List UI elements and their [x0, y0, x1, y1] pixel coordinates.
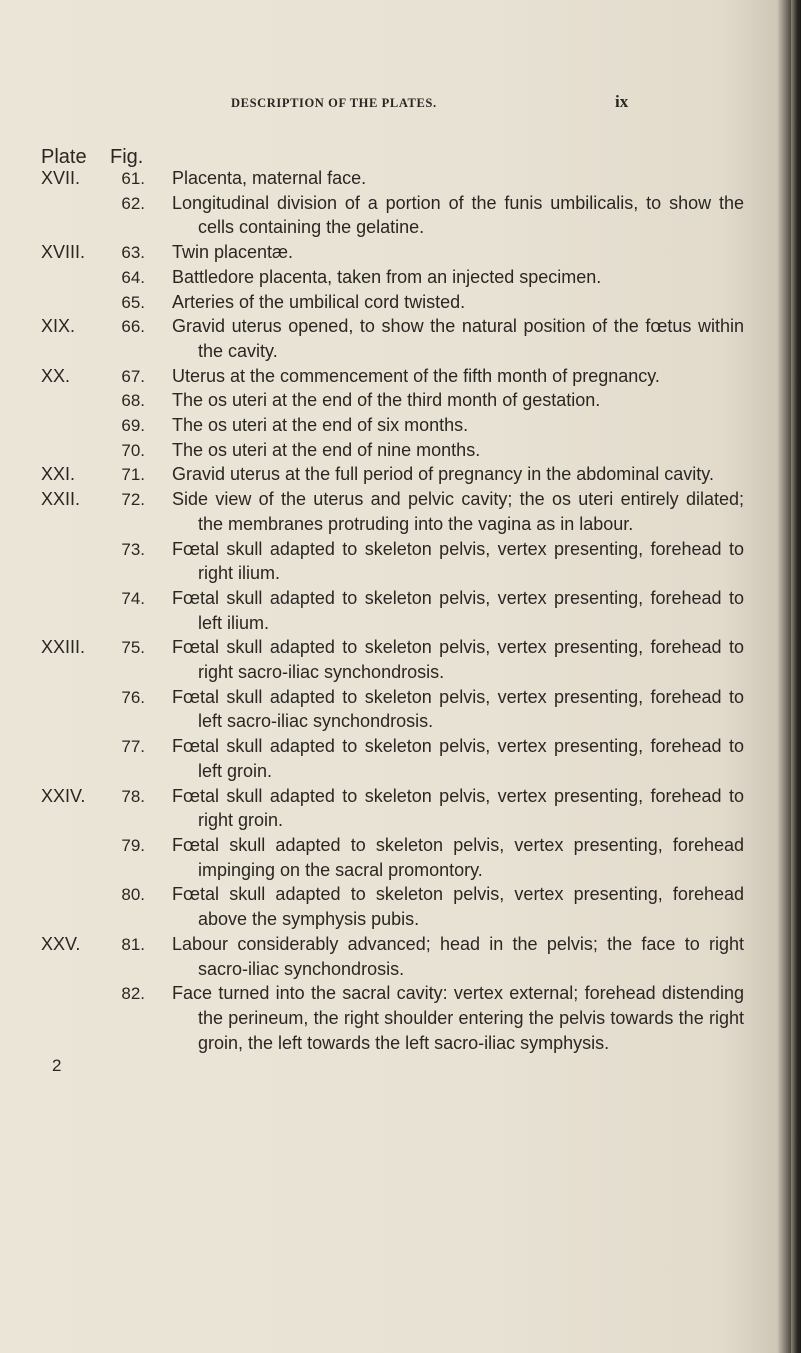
- list-item: [0, 833, 801, 882]
- list-item: [0, 932, 801, 981]
- running-head-title: DESCRIPTION OF THE PLATES.: [231, 96, 437, 110]
- figure-description: Fœtal skull adapted to skeleton pelvis, vertex presenting, forehead to left sacro-iliac synchondrosis.: [172, 686, 744, 732]
- plate-number: XXIV.: [41, 785, 86, 806]
- figure-number: 81.: [121, 934, 145, 954]
- list-item: [0, 685, 801, 734]
- figure-description: The os uteri at the end of six months.: [172, 415, 469, 436]
- figure-description: Gravid uterus opened, to show the natural position of the fœtus within the cavity.: [172, 316, 744, 361]
- plate-number: XXIII.: [41, 637, 86, 658]
- plate-number: XX.: [41, 365, 71, 386]
- list-item: [0, 635, 801, 684]
- plate-number: XVIII.: [41, 242, 86, 263]
- figure-number: 80.: [121, 885, 145, 905]
- list-item: [0, 364, 801, 389]
- list-item: [0, 388, 801, 413]
- figure-description: Uterus at the commencement of the fifth month of pregnancy.: [172, 365, 660, 386]
- plates-list: [0, 166, 801, 1055]
- figure-number: 64.: [121, 267, 145, 287]
- figure-description: Arteries of the umbilical cord twisted.: [172, 291, 466, 312]
- page-number: ix: [615, 92, 629, 111]
- figure-number: 68.: [121, 391, 145, 411]
- figure-description: Fœtal skull adapted to skeleton pelvis, vertex presenting, forehead to right ilium.: [172, 538, 744, 584]
- figure-description: The os uteri at the end of nine months.: [172, 439, 481, 460]
- figure-number: 77.: [121, 737, 145, 757]
- list-item: [0, 191, 801, 240]
- list-item: [0, 438, 801, 463]
- figure-number: 73.: [121, 539, 145, 559]
- figure-description: Placenta, maternal face.: [172, 168, 367, 188]
- figure-number: 75.: [121, 638, 145, 658]
- list-item: [0, 314, 801, 363]
- figure-number: 65.: [121, 292, 145, 312]
- figure-description: Fœtal skull adapted to skeleton pelvis, vertex presenting, forehead to right groin.: [172, 785, 744, 831]
- figure-description: Longitudinal division of a portion of the funis umbilicalis, to show the cells containing the gelatine.: [172, 192, 744, 238]
- running-head: [0, 92, 801, 112]
- figure-number: 70.: [121, 440, 145, 460]
- list-item: [0, 166, 801, 191]
- plate-number: XXI.: [41, 464, 76, 485]
- figure-description: Fœtal skull adapted to skeleton pelvis, vertex presenting, forehead impinging on the sacral promontory.: [172, 834, 744, 880]
- figure-number: 79.: [121, 835, 145, 855]
- list-item: [0, 981, 801, 1055]
- figure-number: 72.: [121, 490, 145, 510]
- figure-number: 69.: [121, 416, 145, 436]
- figure-number: 71.: [121, 465, 145, 485]
- figure-description: Fœtal skull adapted to skeleton pelvis, vertex presenting, forehead to left ilium.: [172, 587, 744, 633]
- list-item: [0, 784, 801, 833]
- list-item: [0, 462, 801, 487]
- figure-description: The os uteri at the end of the third month of gestation.: [172, 390, 601, 411]
- plate-column-header: Plate: [41, 146, 87, 168]
- signature-mark: 2: [52, 1056, 62, 1075]
- figure-description: Face turned into the sacral cavity: vertex external; forehead distending the perineum, the right shoulder entering the pelvis towards the right groin, the left towards the left sacro-iliac symphysis.: [172, 983, 744, 1053]
- figure-number: 82.: [121, 984, 145, 1004]
- list-item: [0, 537, 801, 586]
- figure-number: 62.: [121, 193, 145, 213]
- plate-number: XXII.: [41, 489, 81, 510]
- figure-number: 76.: [121, 687, 145, 707]
- fig-column-header: Fig.: [110, 146, 144, 168]
- figure-description: Twin placentæ.: [172, 242, 294, 263]
- list-item: [0, 487, 801, 536]
- list-item: [0, 413, 801, 438]
- list-item: [0, 290, 801, 315]
- figure-number: 74.: [121, 588, 145, 608]
- figure-description: Fœtal skull adapted to skeleton pelvis, vertex presenting, forehead above the symphysis pubis.: [172, 884, 744, 930]
- list-item: [0, 240, 801, 265]
- figure-number: 63.: [121, 243, 145, 263]
- plate-number: XVII.: [41, 168, 81, 188]
- plate-number: XXV.: [41, 933, 81, 954]
- figure-description: Battledore placenta, taken from an injected specimen.: [172, 266, 602, 287]
- list-item: [0, 586, 801, 635]
- figure-number: 61.: [121, 169, 145, 188]
- plate-number: XIX.: [41, 316, 76, 337]
- list-item: [0, 734, 801, 783]
- figure-number: 78.: [121, 786, 145, 806]
- figure-description: Gravid uterus at the full period of pregnancy in the abdominal cavity.: [172, 464, 714, 485]
- list-item: [0, 265, 801, 290]
- figure-number: 66.: [121, 317, 145, 337]
- list-item: [0, 882, 801, 931]
- figure-description: Fœtal skull adapted to skeleton pelvis, vertex presenting, forehead to left groin.: [172, 736, 744, 781]
- figure-description: Side view of the uterus and pelvic cavity; the os uteri entirely dilated; the membranes protruding into the vagina as in labour.: [172, 489, 744, 534]
- figure-description: Fœtal skull adapted to skeleton pelvis, vertex presenting, forehead to right sacro-iliac synchondrosis.: [172, 637, 744, 683]
- figure-number: 67.: [121, 366, 145, 386]
- figure-description: Labour considerably advanced; head in the pelvis; the face to right sacro-iliac synchondrosis.: [172, 933, 744, 979]
